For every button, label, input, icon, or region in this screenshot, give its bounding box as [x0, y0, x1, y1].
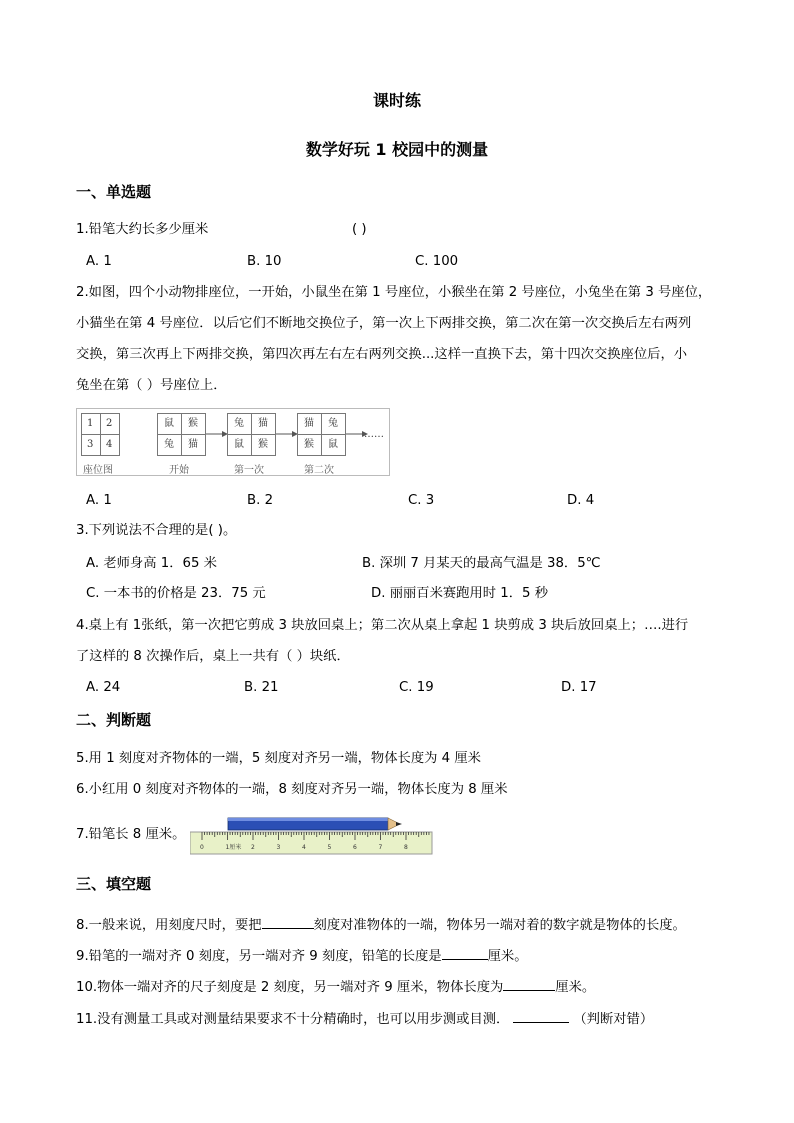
question-2-line-1: 2.如图，四个小动物排座位，一开始，小鼠坐在第 1 号座位，小猴坐在第 2 号座位，小兔坐在第 3 号座位， — [76, 285, 712, 300]
start-cell-2: 猴 — [188, 418, 198, 429]
question-8-after: 刻度对准物体的一端，物体另一端对着的数字就是物体的长度。 — [313, 918, 686, 933]
q11-answer-blank[interactable] — [513, 1008, 569, 1023]
q2-option-b: B. 2 — [247, 493, 274, 508]
seat-cell-3: 3 — [87, 439, 94, 450]
second-cell-1: 猫 — [304, 418, 314, 429]
question-11-before: 11.没有测量工具或对测量结果要求不十分精确时，也可以用步测或目测． — [76, 1012, 510, 1027]
second-cell-2: 兔 — [328, 418, 338, 429]
question-9-after: 厘米。 — [487, 949, 528, 964]
q2-option-c: C. 3 — [408, 493, 435, 508]
start-cell-4: 猫 — [188, 439, 198, 450]
ruler-label: 0 — [200, 844, 204, 851]
q4-option-b: B. 21 — [244, 680, 279, 695]
q3-option-b: B. 深圳 7 月某天的最高气温是 38．5℃ — [362, 556, 601, 571]
section-title-true-false: 二、判断题 — [76, 711, 152, 729]
ruler-label: 3 — [276, 844, 281, 851]
q3-option-c: C. 一本书的价格是 23．75 元 — [86, 586, 266, 601]
question-11 — [76, 1008, 653, 1029]
pencil-ruler-figure — [190, 816, 435, 856]
question-1-paren: ( ) — [352, 222, 367, 237]
ruler-label: 6 — [353, 844, 357, 851]
q8-answer-blank[interactable] — [262, 914, 314, 929]
question-3-stem: 3.下列说法不合理的是( )。 — [76, 523, 237, 538]
question-10-before: 10.物体一端对齐的尺子刻度是 2 刻度，另一端对齐 9 厘米，物体长度为 — [76, 980, 504, 995]
first-caption: 第一次 — [234, 465, 264, 476]
ruler-label: 1厘米 — [225, 844, 242, 851]
q4-option-c: C. 19 — [399, 680, 434, 695]
start-caption: 开始 — [169, 465, 189, 476]
ruler-label: 8 — [404, 844, 408, 851]
question-1-stem: 1.铅笔大约长多少厘米 — [76, 222, 209, 237]
start-cell-1: 鼠 — [164, 418, 174, 429]
seat-diagram-figure — [76, 408, 390, 476]
first-cell-4: 猴 — [258, 439, 268, 450]
q10-answer-blank[interactable] — [503, 976, 555, 991]
ruler-label: 4 — [302, 844, 306, 851]
question-9 — [76, 945, 528, 966]
seat-cell-2: 2 — [106, 418, 113, 429]
arrow-right-icon — [206, 429, 228, 439]
question-2-line-4: 兔坐在第（ ）号座位上． — [76, 378, 227, 393]
question-4-line-2: 了这样的 8 次操作后，桌上一共有（ ）块纸． — [76, 649, 350, 664]
ruler-label: 7 — [378, 844, 383, 851]
question-2-line-2: 小猫坐在第 4 号座位．以后它们不断地交换位子，第一次上下两排交换，第二次在第一次交换后左右两列 — [76, 316, 692, 331]
first-cell-1: 兔 — [234, 418, 244, 429]
seat-cell-1: 1 — [87, 418, 94, 429]
q1-option-b: B. 10 — [247, 254, 282, 269]
q3-option-a: A. 老师身高 1．65 米 — [86, 556, 217, 571]
question-2-line-3: 交换，第三次再上下两排交换，第四次再左右左右两列交换...这样一直换下去，第十四次交换座位后，小 — [76, 347, 688, 362]
question-10-after: 厘米。 — [555, 980, 596, 995]
q1-option-a: A. 1 — [86, 254, 112, 269]
question-6: 6.小红用 0 刻度对齐物体的一端，8 刻度对齐另一端，物体长度为 8 厘米 — [76, 782, 508, 797]
second-cell-4: 鼠 — [328, 439, 338, 450]
q3-option-d: D. 丽丽百米赛跑用时 1．5 秒 — [371, 586, 549, 601]
start-cell-3: 兔 — [164, 439, 174, 450]
page-title: 课时练 — [372, 91, 421, 110]
seat-caption: 座位图 — [83, 465, 113, 476]
question-9-before: 9.铅笔的一端对齐 0 刻度，另一端对齐 9 刻度，铅笔的长度是 — [76, 949, 442, 964]
question-8-before: 8.一般来说，用刻度尺时，要把 — [76, 918, 262, 933]
question-8 — [76, 914, 686, 935]
q1-option-c: C. 100 — [415, 254, 459, 269]
section-title-single-choice: 一、单选题 — [76, 183, 152, 201]
seat-cell-4: 4 — [106, 439, 113, 450]
question-5: 5.用 1 刻度对齐物体的一端，5 刻度对齐另一端，物体长度为 4 厘米 — [76, 751, 481, 766]
first-cell-2: 猫 — [258, 418, 268, 429]
figure-ellipsis: …… — [364, 429, 384, 440]
page-subtitle: 数学好玩 1 校园中的测量 — [305, 140, 489, 159]
q2-option-d: D. 4 — [567, 493, 595, 508]
q9-answer-blank[interactable] — [442, 945, 488, 960]
question-4-line-1: 4.桌上有 1张纸，第一次把它剪成 3 块放回桌上；第二次从桌上拿起 1 块剪成 3 块后放回桌上；….进行 — [76, 618, 689, 633]
section-title-fill-blank: 三、填空题 — [76, 875, 152, 893]
q2-option-a: A. 1 — [86, 493, 112, 508]
first-cell-3: 鼠 — [234, 439, 244, 450]
q4-option-d: D. 17 — [561, 680, 597, 695]
ruler-label: 5 — [327, 844, 332, 851]
second-cell-3: 猴 — [304, 439, 314, 450]
arrow-right-icon — [276, 429, 298, 439]
question-10 — [76, 976, 595, 997]
question-11-after: （判断对错） — [573, 1012, 654, 1027]
q4-option-a: A. 24 — [86, 680, 121, 695]
question-7: 7.铅笔长 8 厘米。 — [76, 827, 186, 842]
ruler-label: 2 — [251, 844, 255, 851]
second-caption: 第二次 — [304, 465, 334, 476]
